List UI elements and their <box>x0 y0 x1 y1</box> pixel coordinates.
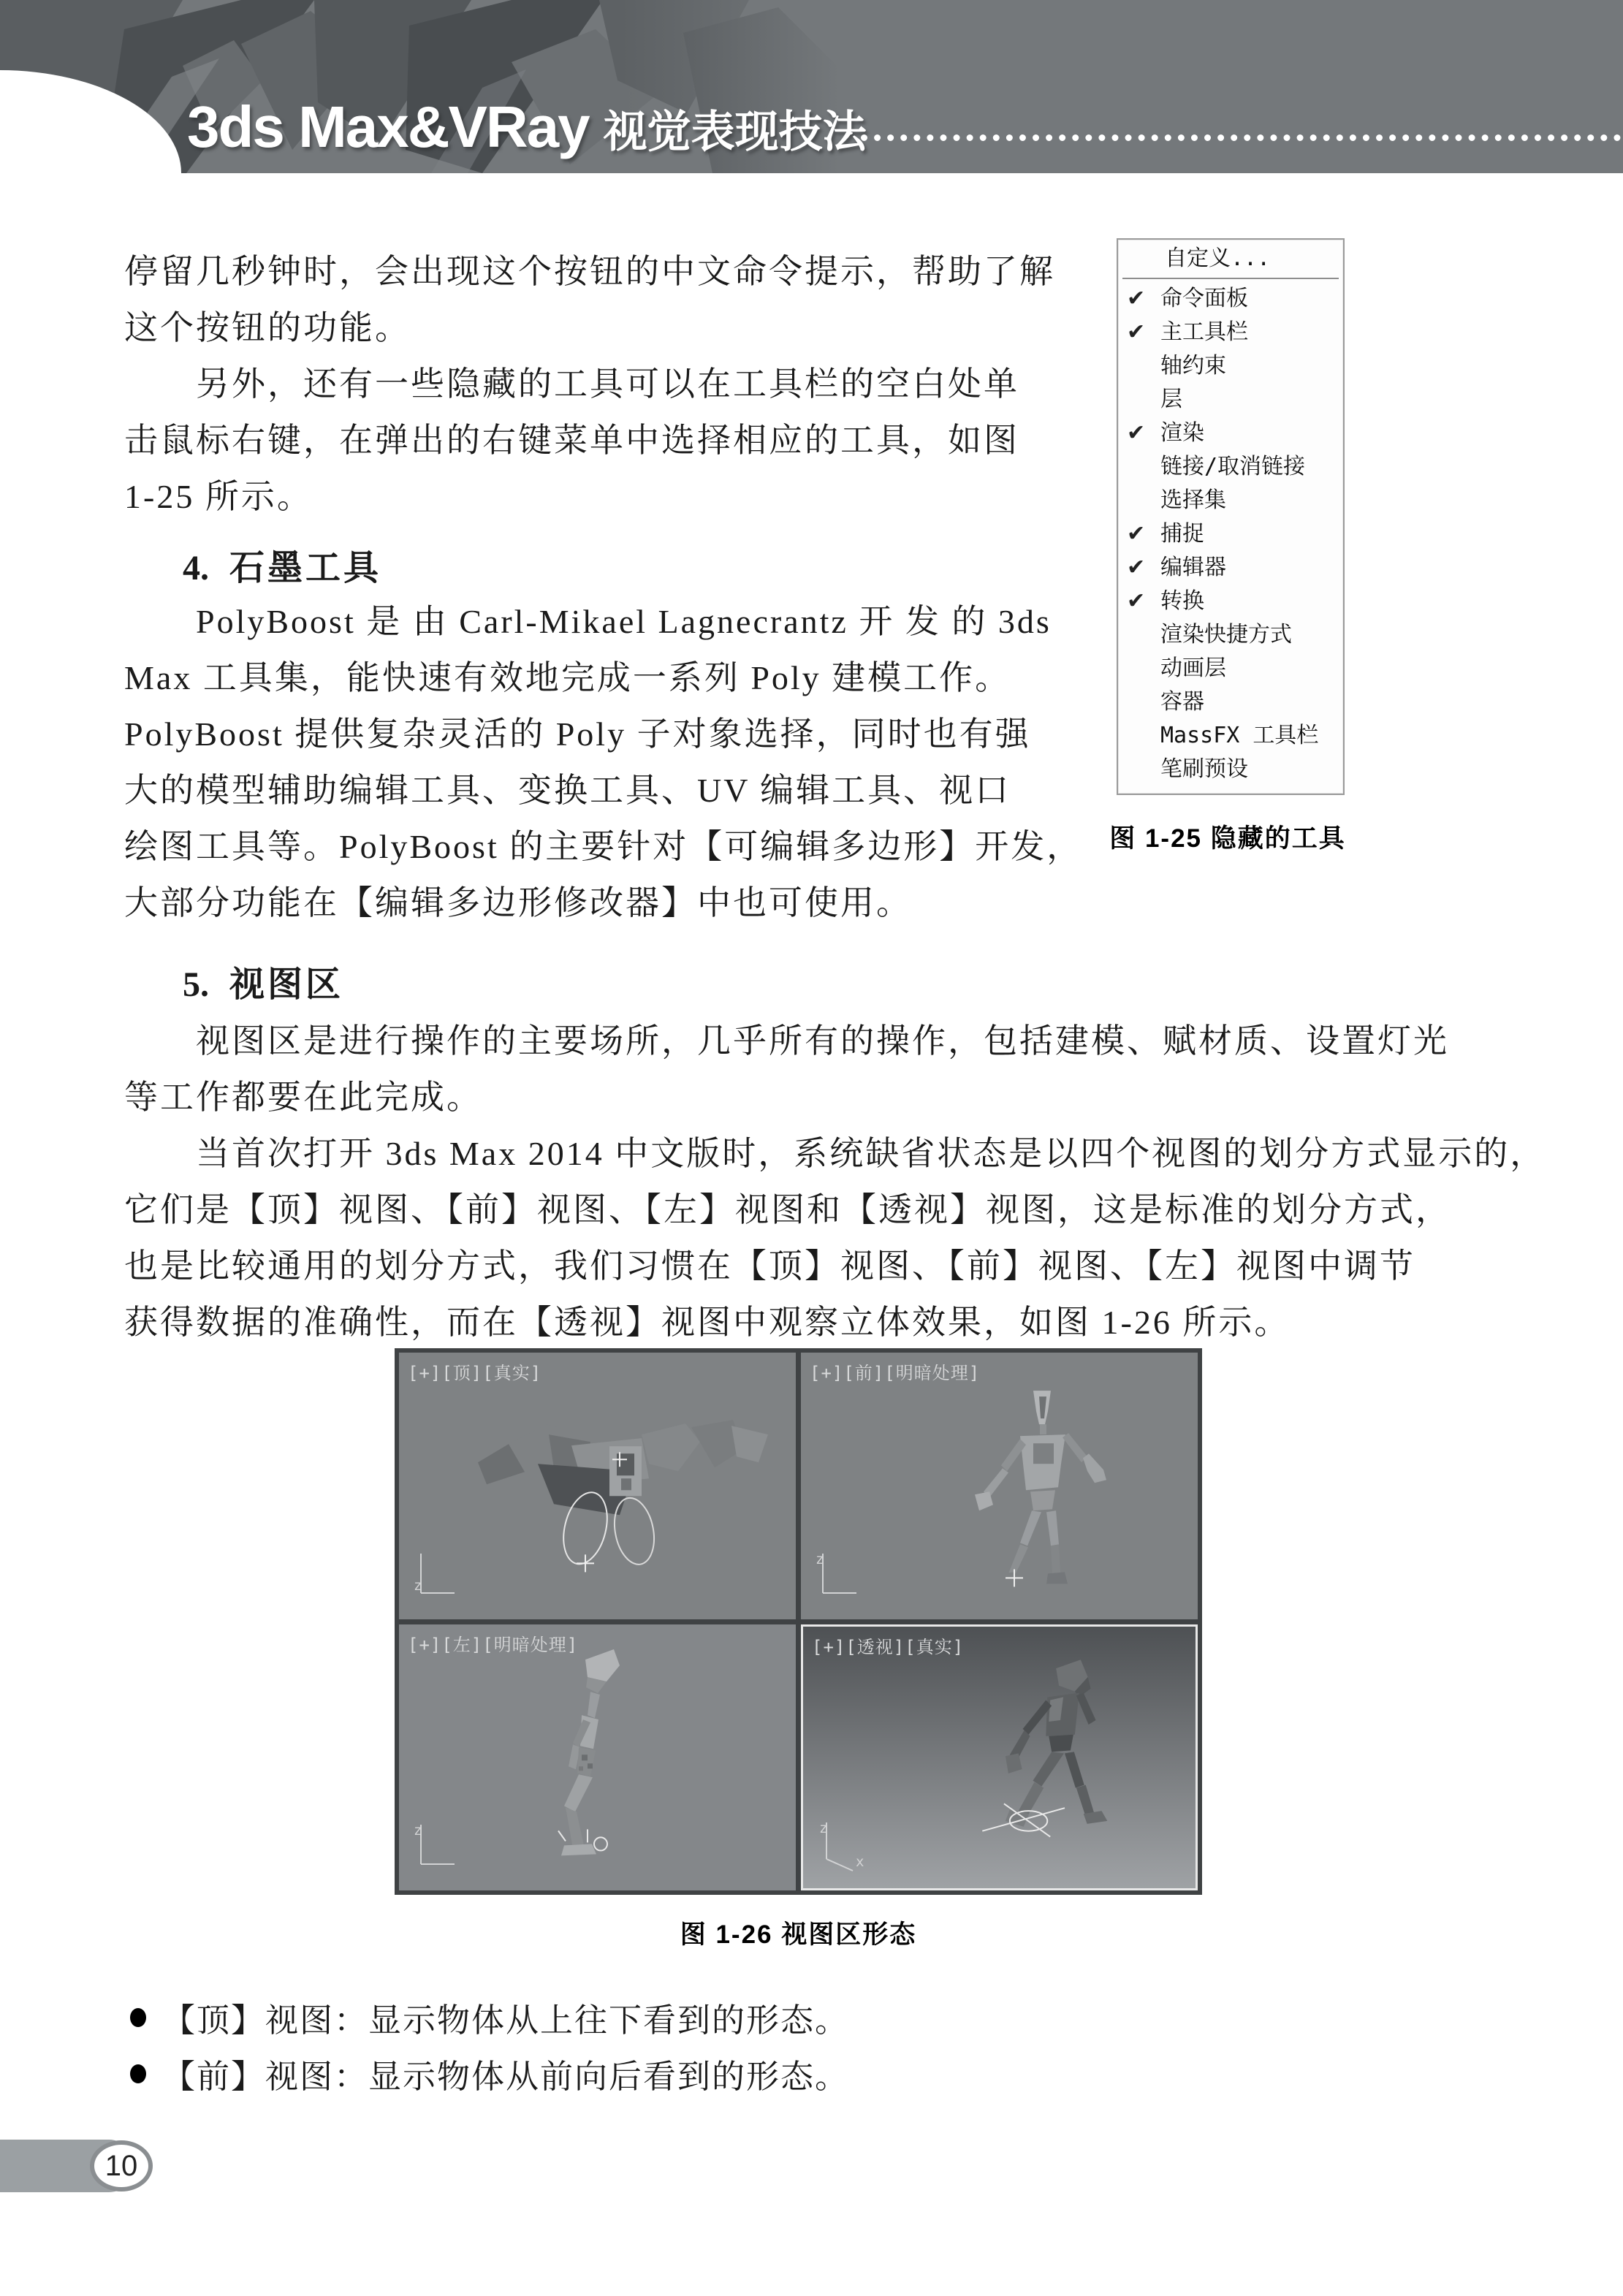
customize-context-menu <box>1117 238 1345 795</box>
viewport-figure <box>395 1348 1202 1895</box>
section-title: 视图区 <box>229 965 344 1004</box>
menu-item[interactable] <box>1118 282 1343 316</box>
text-line: 另外，还有一些隐藏的工具可以在工具栏的空白处单 <box>124 365 1019 403</box>
menu-item-label: 渲染 <box>1160 420 1204 446</box>
menu-item-label: 轴约束 <box>1160 353 1226 379</box>
section-number: 5. <box>183 965 209 1004</box>
menu-item-label: 命令面板 <box>1160 286 1248 311</box>
viewport-top-view[interactable] <box>399 1353 796 1619</box>
axis-tripod-icon <box>411 1545 476 1612</box>
menu-item-label: MassFX 工具栏 <box>1160 723 1319 748</box>
checkmark-icon: ✔ <box>1127 555 1146 580</box>
checkmark-icon: ✔ <box>1127 286 1146 311</box>
viewport-perspective-label: [+][透视][真实] <box>812 1636 965 1657</box>
book-title-cn: 视觉表现技法 <box>603 107 867 156</box>
text-line: Max 工具集，能快速有效地完成一系列 Poly 建模工作。 <box>124 659 1011 696</box>
menu-item[interactable] <box>1118 719 1343 753</box>
checkmark-icon: ✔ <box>1127 521 1146 547</box>
section-heading-viewport-area <box>183 956 343 1006</box>
viewport-top-label: [+][顶][真实] <box>408 1363 542 1383</box>
bullet-icon <box>130 2008 146 2027</box>
bullet-icon <box>130 2064 146 2083</box>
figure-caption-1-25: 图 1-25 隐藏的工具 <box>1109 824 1346 853</box>
checkmark-icon: ✔ <box>1127 319 1146 345</box>
menu-item-label: 渲染快捷方式 <box>1160 622 1292 647</box>
menu-item[interactable] <box>1118 484 1343 517</box>
text-line: 等工作都要在此完成。 <box>124 1079 482 1116</box>
menu-item-label: 编辑器 <box>1160 555 1226 580</box>
text-line: 获得数据的准确性，而在【透视】视图中观察立体效果，如图 1-26 所示。 <box>124 1304 1291 1341</box>
axis-tripod-icon <box>815 1814 881 1881</box>
menu-item-label: 容器 <box>1160 689 1204 715</box>
bullet-text: 【顶】视图：显示物体从上往下看到的形态。 <box>162 2002 850 2039</box>
dotted-line <box>861 134 1621 141</box>
menu-item-label: 转换 <box>1160 588 1204 614</box>
menu-item-label: 选择集 <box>1160 487 1226 513</box>
menu-item-label: 笔刷预设 <box>1160 756 1248 782</box>
section5-paragraph-1 <box>124 1013 1462 1125</box>
page-number-badge: 10 <box>90 2140 153 2192</box>
section-title: 石墨工具 <box>229 549 382 588</box>
viewport-front-label: [+][前][明暗处理] <box>810 1363 981 1383</box>
menu-item-label: 主工具栏 <box>1160 319 1248 345</box>
text-line: 视图区是进行操作的主要场所，几乎所有的操作，包括建模、赋材质、设置灯光 <box>124 1022 1449 1060</box>
text-line: PolyBoost 是 由 Carl-Mikael Lagnecrantz 开 发 的 3ds <box>124 603 1052 640</box>
menu-item[interactable] <box>1118 618 1343 652</box>
svg-text:z: z <box>816 1551 824 1567</box>
text-line: 这个按钮的功能。 <box>124 309 411 346</box>
viewport-left-view[interactable] <box>399 1624 796 1891</box>
menu-item[interactable] <box>1118 753 1343 786</box>
bullet-list <box>130 1989 1372 2102</box>
viewport-perspective-view[interactable] <box>801 1624 1198 1891</box>
section-heading-graphite-tools <box>183 539 381 590</box>
menu-item-label: 捕捉 <box>1160 521 1204 547</box>
section5-paragraph-2 <box>124 1125 1546 1350</box>
bullet-text: 【前】视图：显示物体从前向后看到的形态。 <box>162 2059 850 2095</box>
menu-item[interactable] <box>1118 585 1343 618</box>
text-line: 大部分功能在【编辑多边形修改器】中也可使用。 <box>124 884 912 921</box>
section4-paragraph <box>124 593 1083 931</box>
checkmark-icon: ✔ <box>1127 588 1146 614</box>
section-number: 4. <box>183 549 209 588</box>
menu-item-label: 链接/取消链接 <box>1160 454 1306 479</box>
menu-item[interactable] <box>1118 685 1343 719</box>
book-title <box>187 94 867 161</box>
viewport-front-view[interactable] <box>801 1353 1198 1619</box>
text-line: 也是比较通用的划分方式，我们习惯在【顶】视图、【前】视图、【左】视图中调节 <box>124 1247 1415 1285</box>
menu-item[interactable] <box>1118 450 1343 484</box>
svg-text:z: z <box>414 1577 422 1594</box>
figure-caption-1-26: 图 1-26 视图区形态 <box>680 1920 917 1949</box>
menu-item[interactable] <box>1118 417 1343 450</box>
menu-item[interactable] <box>1118 316 1343 349</box>
book-title-en: 3ds Max&VRay <box>187 94 589 159</box>
menu-item-label: 层 <box>1160 387 1182 412</box>
text-line: 大的模型辅助编辑工具、变换工具、UV 编辑工具、视口 <box>124 772 1011 809</box>
svg-text:z: z <box>414 1822 422 1839</box>
svg-text:x: x <box>856 1854 864 1870</box>
viewport-left-label: [+][左][明暗处理] <box>408 1634 579 1655</box>
menu-item-list <box>1118 279 1343 794</box>
menu-item-label: 动画层 <box>1160 655 1226 681</box>
menu-item-customize[interactable]: 自定义... <box>1165 246 1271 271</box>
text-line: 1-25 所示。 <box>124 478 313 515</box>
menu-item[interactable] <box>1118 652 1343 685</box>
text-line: 当首次打开 3ds Max 2014 中文版时，系统缺省状态是以四个视图的划分方式显示的， <box>124 1135 1546 1172</box>
checkmark-icon: ✔ <box>1127 420 1146 446</box>
intro-paragraph <box>124 243 1067 525</box>
page-header <box>0 0 1623 173</box>
text-line: 停留几秒钟时，会出现这个按钮的中文命令提示，帮助了解 <box>124 253 1055 290</box>
list-item <box>130 1989 1372 2045</box>
menu-item[interactable] <box>1118 551 1343 585</box>
axis-tripod-icon <box>813 1545 878 1612</box>
text-line: 绘图工具等。PolyBoost 的主要针对【可编辑多边形】开发， <box>124 828 1083 865</box>
list-item <box>130 2045 1372 2102</box>
text-line: 击鼠标右键，在弹出的右键菜单中选择相应的工具，如图 <box>124 422 1019 459</box>
text-line: 它们是【顶】视图、【前】视图、【左】视图和【透视】视图，这是标准的划分方式， <box>124 1191 1451 1228</box>
text-line: PolyBoost 提供复杂灵活的 Poly 子对象选择，同时也有强 <box>124 715 1031 753</box>
menu-item[interactable] <box>1118 349 1343 383</box>
svg-text:z: z <box>819 1820 828 1836</box>
menu-item[interactable] <box>1118 517 1343 551</box>
axis-tripod-icon <box>411 1816 476 1883</box>
menu-item[interactable] <box>1118 383 1343 417</box>
